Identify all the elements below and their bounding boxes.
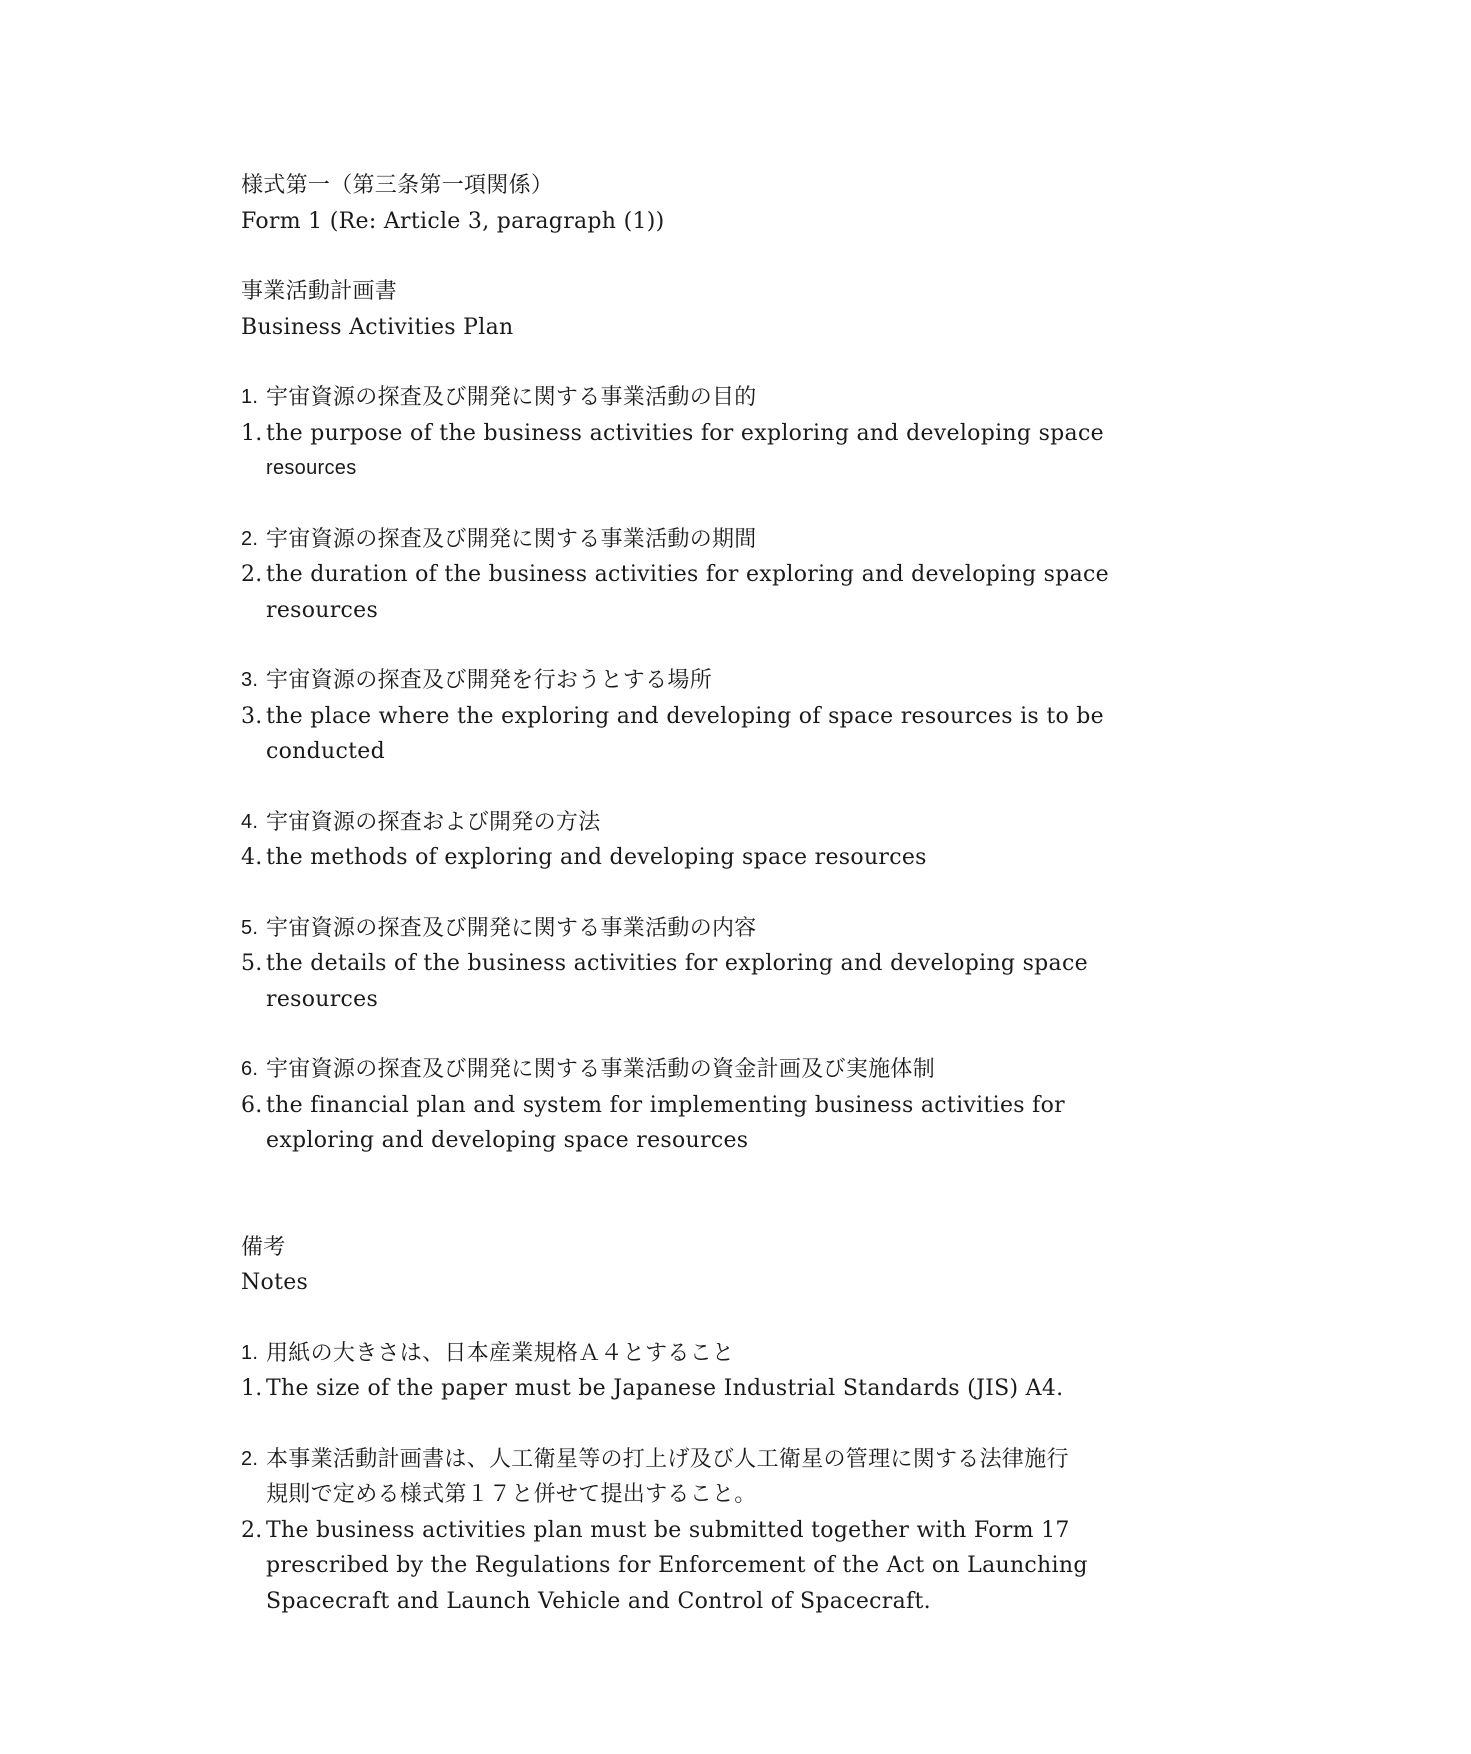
plan-item-en [241, 557, 1241, 593]
item-number: 1. [241, 420, 263, 446]
item-text-en-cont: resources [266, 457, 357, 479]
plan-item-ja [241, 522, 1241, 558]
plan-item [241, 911, 1241, 1018]
notes-title-en: Notes [241, 1270, 309, 1295]
plan-item-en-continued [241, 593, 1241, 629]
plan-item [241, 522, 1241, 629]
note-text-en-cont2: Spacecraft and Launch Vehicle and Control of Spacecraft. [266, 1588, 931, 1614]
plan-title-en: Business Activities Plan [241, 314, 514, 340]
note-number: 1. [241, 1341, 259, 1364]
item-text-ja: 宇宙資源の探査及び開発に関する事業活動の期間 [266, 526, 757, 552]
item-number: 5. [241, 916, 259, 939]
item-text-en: the details of the business activities for exploring and developing space [266, 951, 1088, 976]
plan-item [241, 805, 1241, 876]
item-text-en: the duration of the business activities for exploring and developing space [266, 562, 1109, 587]
note-item-en [241, 1513, 1241, 1549]
note-item [241, 1336, 1241, 1407]
note-number: 2. [241, 1517, 263, 1543]
item-text-ja: 宇宙資源の探査及び開発に関する事業活動の目的 [266, 385, 757, 410]
item-text-en-cont: resources [266, 986, 379, 1012]
document-page [241, 168, 1241, 1654]
item-number: 6. [241, 1058, 259, 1080]
item-text-en: the purpose of the business activities for exploring and developing space [266, 420, 1104, 446]
notes-title-ja: 備考 [241, 1234, 286, 1260]
item-number: 6. [241, 1092, 263, 1118]
item-text-en-cont: exploring and developing space resources [266, 1128, 749, 1153]
item-number: 2. [241, 527, 259, 550]
item-text-ja: 宇宙資源の探査及び開発に関する事業活動の内容 [266, 915, 757, 941]
plan-item-en [241, 416, 1241, 452]
notes-title [241, 1230, 1241, 1301]
item-number: 2. [241, 562, 263, 587]
note-item [241, 1442, 1241, 1620]
plan-item-en [241, 1088, 1241, 1124]
note-text-en: The business activities plan must be submitted together with Form 17 [266, 1517, 1070, 1543]
note-text-en-cont: prescribed by the Regulations for Enforcement of the Act on Launching [266, 1553, 1088, 1578]
item-number: 3. [241, 669, 259, 691]
item-text-en-cont: conducted [266, 739, 385, 764]
plan-item-en-continued [241, 982, 1241, 1018]
form-heading-en: Form 1 (Re: Article 3, paragraph (1)) [241, 208, 665, 234]
item-text-ja: 宇宙資源の探査及び開発に関する事業活動の資金計画及び実施体制 [266, 1057, 936, 1082]
note-text-ja: 本事業活動計画書は、人工衛星等の打上げ及び人工衛星の管理に関する法律施行 [266, 1446, 1069, 1472]
form-heading-ja: 様式第一（第三条第一項関係） [241, 173, 554, 198]
item-number: 5. [241, 951, 263, 976]
note-text-ja-cont: 規則で定める様式第１７と併せて提出すること。 [266, 1482, 757, 1507]
item-text-en: the methods of exploring and developing space resources [266, 845, 927, 870]
note-item-en [241, 1371, 1241, 1407]
plan-item [241, 663, 1241, 770]
plan-item-en [241, 946, 1241, 982]
plan-item-ja [241, 805, 1241, 841]
plan-item-en-continued [241, 734, 1241, 770]
plan-item-ja [241, 1052, 1241, 1088]
plan-item-ja [241, 663, 1241, 699]
item-number: 3. [241, 703, 263, 729]
item-number: 4. [241, 810, 259, 833]
plan-item-en-continued [241, 1123, 1241, 1159]
plan-item-en [241, 840, 1241, 876]
item-text-en: the financial plan and system for implementing business activities for [266, 1092, 1065, 1118]
item-text-ja: 宇宙資源の探査および開発の方法 [266, 809, 601, 835]
note-item-en-continued [241, 1584, 1241, 1620]
plan-title-ja: 事業活動計画書 [241, 279, 398, 304]
item-number: 4. [241, 845, 263, 870]
plan-item-en [241, 699, 1241, 735]
note-item-ja [241, 1336, 1241, 1372]
note-number: 2. [241, 1447, 259, 1470]
item-number: 1. [241, 386, 259, 408]
item-text-en-cont: resources [266, 597, 379, 623]
plan-item-en-continued [241, 451, 1241, 487]
plan-title [241, 274, 1241, 345]
note-item-ja-continued [241, 1477, 1241, 1513]
item-text-en: the place where the exploring and developing of space resources is to be [266, 703, 1104, 729]
form-heading [241, 168, 1241, 239]
plan-item [241, 380, 1241, 487]
note-item-ja [241, 1442, 1241, 1478]
plan-item [241, 1052, 1241, 1159]
note-number: 1. [241, 1376, 263, 1401]
item-text-ja: 宇宙資源の探査及び開発を行おうとする場所 [266, 668, 713, 693]
note-text-en: The size of the paper must be Japanese Industrial Standards (JIS) A4. [266, 1376, 1064, 1401]
note-item-en-continued [241, 1548, 1241, 1584]
plan-item-ja [241, 380, 1241, 416]
plan-item-ja [241, 911, 1241, 947]
note-text-ja: 用紙の大きさは、日本産業規格Ａ４とすること [266, 1340, 735, 1366]
